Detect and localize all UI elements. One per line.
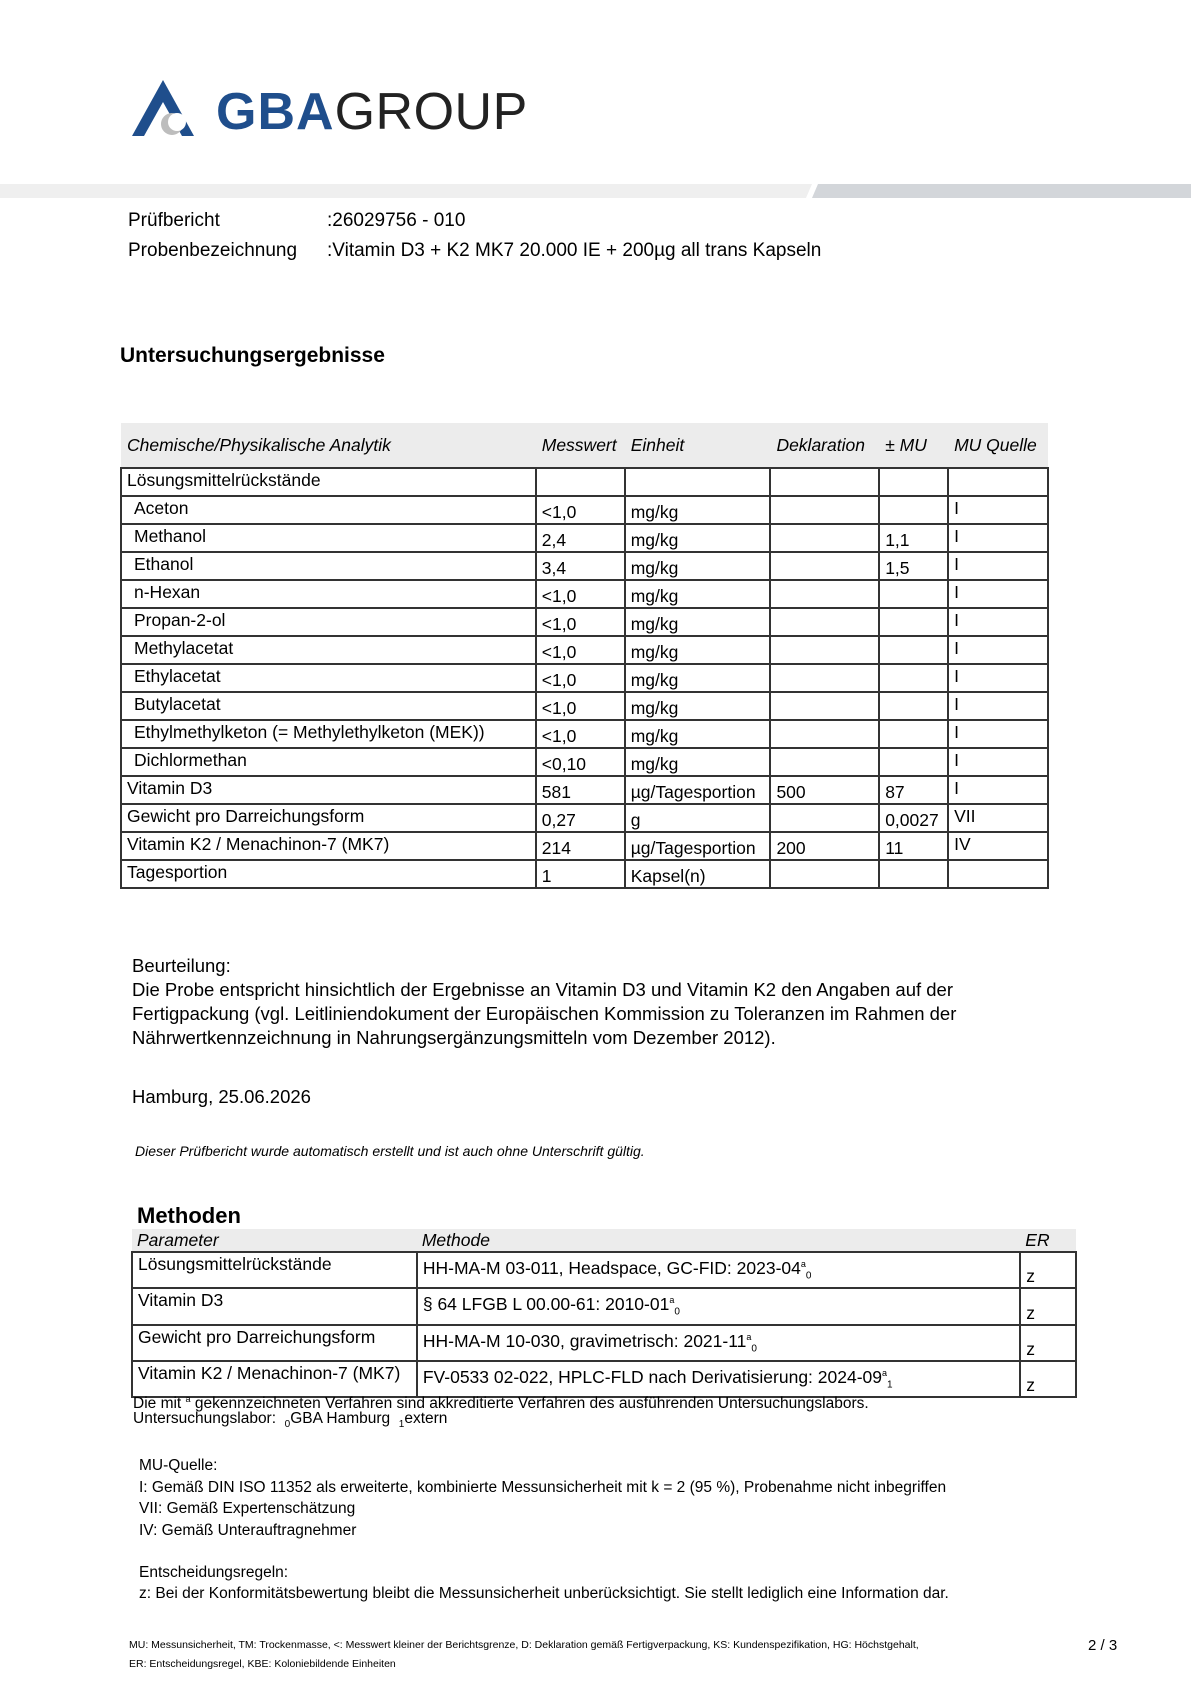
unit: mg/kg	[625, 580, 771, 608]
mu-source-title: MU-Quelle:	[139, 1457, 218, 1474]
declaration	[770, 720, 879, 748]
method-er: z	[1020, 1252, 1076, 1288]
mu-value	[879, 664, 948, 692]
method-description	[417, 1325, 1020, 1361]
mu-value	[879, 636, 948, 664]
results-row	[121, 524, 1048, 552]
col-mu-quelle: MU Quelle	[948, 423, 1048, 468]
measured-value: <1,0	[536, 664, 625, 692]
mu-value	[879, 748, 948, 776]
analyte-name: n-Hexan	[121, 580, 536, 608]
mu-source: I	[948, 692, 1048, 720]
declaration	[770, 748, 879, 776]
assessment-label: Beurteilung:	[132, 955, 231, 976]
mu-source: I	[948, 524, 1048, 552]
sample-label: Probenbezeichnung	[128, 240, 298, 261]
declaration	[770, 692, 879, 720]
method-text: § 64 LFGB L 00.00-61: 2010-01	[422, 1294, 670, 1315]
mu-value	[879, 860, 948, 888]
lab-note: Untersuchungslabor: $_0$GBA Hamburg $_1$extern	[133, 1410, 448, 1431]
mu-value	[879, 692, 948, 720]
methods-header-row	[132, 1229, 1076, 1252]
measured-value: <1,0	[536, 496, 625, 524]
lab-index: 0	[805, 1270, 812, 1282]
accreditation-mark: a	[800, 1259, 806, 1269]
unit: µg/Tagesportion	[625, 832, 771, 860]
method-text: HH-MA-M 03-011, Headspace, GC-FID: 2023-04	[422, 1257, 801, 1278]
method-parameter: Lösungsmittelrückstände	[132, 1252, 417, 1288]
analyte-name: Gewicht pro Darreichungsform	[121, 804, 536, 832]
measured-value: <0,10	[536, 748, 625, 776]
analyte-name: Vitamin K2 / Menachinon-7 (MK7)	[121, 832, 536, 860]
analyte-name: Lösungsmittelrückstände	[121, 468, 536, 496]
col-deklaration: Deklaration	[770, 423, 879, 468]
mu-source: IV	[948, 832, 1048, 860]
unit: g	[625, 804, 771, 832]
measured-value: 1	[536, 860, 625, 888]
unit: Kapsel(n)	[625, 860, 771, 888]
unit: mg/kg	[625, 496, 771, 524]
declaration: 200	[770, 832, 879, 860]
lab-index: 1	[887, 1379, 893, 1391]
mu-source-line: VII: Gemäß Expertenschätzung	[139, 1500, 356, 1517]
method-description	[417, 1252, 1020, 1288]
mu-source: I	[948, 552, 1048, 580]
decision-rules-title: Entscheidungsregeln:	[139, 1564, 289, 1581]
mu-source: I	[948, 720, 1048, 748]
unit: µg/Tagesportion	[625, 776, 771, 804]
results-row	[121, 496, 1048, 524]
unit: mg/kg	[625, 664, 771, 692]
analyte-name: Ethanol	[121, 552, 536, 580]
method-er: z	[1020, 1325, 1076, 1361]
method-er: z	[1020, 1288, 1076, 1324]
accredited-note: Die mit $^a$ gekennzeichneten Verfahren sind akkreditierte Verfahren des ausführenden Untersuchungslabors.	[133, 1394, 869, 1413]
declaration	[770, 580, 879, 608]
analyte-name: Dichlormethan	[121, 748, 536, 776]
results-row	[121, 580, 1048, 608]
mu-source	[948, 860, 1048, 888]
measured-value: <1,0	[536, 692, 625, 720]
methods-row	[132, 1252, 1076, 1288]
col-er: ER	[1020, 1229, 1076, 1252]
col-mu: ± MU	[879, 423, 948, 468]
mu-source: I	[948, 496, 1048, 524]
measured-value: <1,0	[536, 720, 625, 748]
logo-brand-bold: GBA	[216, 83, 335, 141]
declaration: 500	[770, 776, 879, 804]
method-text: FV-0533 02-022, HPLC-FLD nach Derivatisierung: 2024-09	[422, 1366, 882, 1387]
results-row	[121, 720, 1048, 748]
report-number: :26029756 - 010	[327, 210, 466, 231]
logo-brand-light: GROUP	[334, 83, 528, 141]
methods-row	[132, 1288, 1076, 1324]
results-row	[121, 664, 1048, 692]
col-methode: Methode	[417, 1229, 1020, 1252]
lab-index: 0	[674, 1306, 680, 1318]
results-header-row	[121, 423, 1048, 468]
measured-value: 2,4	[536, 524, 625, 552]
col-einheit: Einheit	[625, 423, 771, 468]
mu-value	[879, 496, 948, 524]
results-table	[120, 423, 1049, 889]
results-row	[121, 832, 1048, 860]
results-row	[121, 860, 1048, 888]
mu-value: 1,1	[879, 524, 948, 552]
method-parameter: Vitamin K2 / Menachinon-7 (MK7)	[132, 1361, 417, 1397]
method-description	[417, 1288, 1020, 1324]
mu-source-line: I: Gemäß DIN ISO 11352 als erweiterte, kombinierte Messunsicherheit mit k = 2 (95 %), Probenahme nicht inbegriffen	[139, 1479, 947, 1496]
methods-title: Methoden	[137, 1203, 241, 1228]
measured-value: 581	[536, 776, 625, 804]
analyte-name: Methylacetat	[121, 636, 536, 664]
abbreviations-footer: MU: Messunsicherheit, TM: Trockenmasse, <: Messwert kleiner der Berichtsgrenze, D: Deklaration gemäß Fertigverpackung, KS: Kundenspezifikation, HG: Höchstgehalt, ER: Entscheidungsregel, KBE: Koloniebildende Einheiten	[129, 1639, 919, 1670]
mu-value	[879, 720, 948, 748]
analyte-name: Ethylacetat	[121, 664, 536, 692]
analyte-name: Propan-2-ol	[121, 608, 536, 636]
unit: mg/kg	[625, 552, 771, 580]
methods-table	[131, 1229, 1077, 1398]
sample-description: :Vitamin D3 + K2 MK7 20.000 IE + 200µg all trans Kapseln	[327, 240, 822, 261]
mu-source: I	[948, 608, 1048, 636]
lab-index: 0	[751, 1342, 757, 1354]
assessment-block	[132, 954, 1032, 1050]
declaration	[770, 496, 879, 524]
declaration	[770, 636, 879, 664]
place-date: Hamburg, 25.06.2026	[132, 1086, 311, 1107]
mu-source: I	[948, 748, 1048, 776]
declaration	[770, 860, 879, 888]
results-row	[121, 804, 1048, 832]
mu-value	[879, 608, 948, 636]
mu-source: I	[948, 636, 1048, 664]
header-band	[0, 184, 1191, 198]
methods-row	[132, 1325, 1076, 1361]
col-parameter: Parameter	[132, 1229, 417, 1252]
mu-source	[948, 468, 1048, 496]
mu-source: VII	[948, 804, 1048, 832]
page-number: 2 / 3	[1088, 1637, 1118, 1654]
mu-source-line: IV: Gemäß Unterauftragnehmer	[139, 1522, 357, 1539]
measured-value: <1,0	[536, 608, 625, 636]
report-label: Prüfbericht	[128, 210, 220, 231]
analyte-name: Vitamin D3	[121, 776, 536, 804]
analyte-name: Aceton	[121, 496, 536, 524]
results-row	[121, 608, 1048, 636]
measured-value: 3,4	[536, 552, 625, 580]
results-row	[121, 552, 1048, 580]
decision-rules-line: z: Bei der Konformitätsbewertung bleibt die Messunsicherheit unberücksichtigt. Sie stellt lediglich eine Information dar.	[139, 1585, 949, 1602]
results-row	[121, 636, 1048, 664]
analyte-name: Butylacetat	[121, 692, 536, 720]
analyte-name: Ethylmethylketon (= Methylethylketon (MEK))	[121, 720, 536, 748]
unit: mg/kg	[625, 720, 771, 748]
unit: mg/kg	[625, 748, 771, 776]
unit: mg/kg	[625, 608, 771, 636]
analyte-name: Methanol	[121, 524, 536, 552]
results-row	[121, 776, 1048, 804]
declaration	[770, 804, 879, 832]
accreditation-mark: a	[669, 1295, 675, 1306]
results-row	[121, 748, 1048, 776]
measured-value: <1,0	[536, 636, 625, 664]
mu-value	[879, 580, 948, 608]
unit	[625, 468, 771, 496]
measured-value: <1,0	[536, 580, 625, 608]
accreditation-mark: a	[746, 1331, 752, 1342]
logo-wordmark	[216, 84, 528, 140]
method-parameter: Vitamin D3	[132, 1288, 417, 1324]
mu-value: 0,0027	[879, 804, 948, 832]
results-row	[121, 692, 1048, 720]
assessment-text: Die Probe entspricht hinsichtlich der Ergebnisse an Vitamin D3 und Vitamin K2 den Angaben auf der Fertigpackung (vgl. Leitliniendokument der Europäischen Kommission zu Toleranzen im Rahmen der Nährwertkennzeichnung in Nahrungsergänzungsmitteln vom Dezember 2012).	[132, 979, 957, 1048]
mu-source: I	[948, 664, 1048, 692]
method-text: HH-MA-M 10-030, gravimetrisch: 2021-11	[422, 1330, 747, 1351]
mu-value	[879, 468, 948, 496]
col-messwert: Messwert	[536, 423, 625, 468]
declaration	[770, 608, 879, 636]
mu-value: 1,5	[879, 552, 948, 580]
measured-value: 0,27	[536, 804, 625, 832]
measured-value: 214	[536, 832, 625, 860]
declaration	[770, 552, 879, 580]
mu-value: 11	[879, 832, 948, 860]
method-parameter: Gewicht pro Darreichungsform	[132, 1325, 417, 1361]
method-er: z	[1020, 1361, 1076, 1397]
unit: mg/kg	[625, 636, 771, 664]
accreditation-mark: a	[882, 1367, 888, 1378]
unit: mg/kg	[625, 692, 771, 720]
results-title: Untersuchungsergebnisse	[120, 344, 385, 367]
measured-value	[536, 468, 625, 496]
results-row	[121, 468, 1048, 496]
declaration	[770, 524, 879, 552]
unit: mg/kg	[625, 524, 771, 552]
col-analytik: Chemische/Physikalische Analytik	[121, 423, 536, 468]
mu-source: I	[948, 776, 1048, 804]
declaration	[770, 468, 879, 496]
analyte-name: Tagesportion	[121, 860, 536, 888]
declaration	[770, 664, 879, 692]
mu-value: 87	[879, 776, 948, 804]
mu-source: I	[948, 580, 1048, 608]
auto-generated-note: Dieser Prüfbericht wurde automatisch erstellt und ist auch ohne Unterschrift gültig.	[135, 1143, 645, 1159]
